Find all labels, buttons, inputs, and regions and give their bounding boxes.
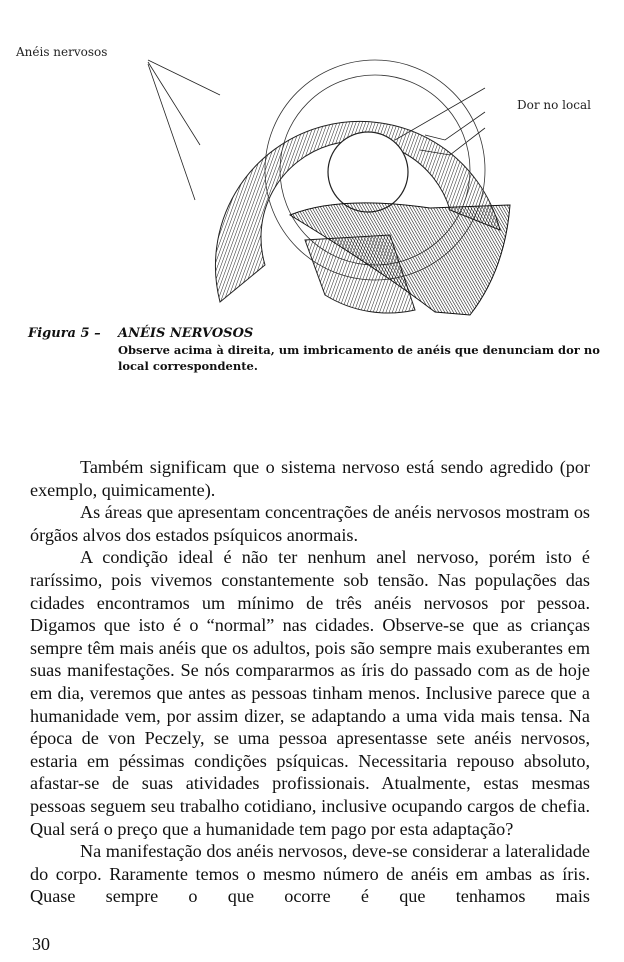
figure-label-dor-no-local: Dor no local	[517, 98, 591, 112]
caption-title: ANÉIS NERVOSOS	[118, 326, 254, 341]
body-text	[30, 456, 590, 908]
paragraph: A condição ideal é não ter nenhum anel nervoso, porém isto é raríssimo, pois vivemos constantemente sob tensão. Nas populações das cidades encontramos um mínimo de três anéis nervosos por pessoa. Digamos que isto é o “normal” nas cidades. Observe-se que as crianças sempre têm mais anéis que os adultos, pois são sempre mais exuberantes em suas manifestações. Se nós compararmos as íris do passado com as de hoje em dia, veremos que antes as pessoas tinham menos. Inclusive parece que a humanidade vem, por assim dizer, se adaptando a uma vida mais tensa. Na época de von Peczely, se uma pessoa apresentasse sete anéis nervosos, estaria em péssimas condições psíquicas. Necessitaria repouso absoluto, afastar-se de suas atividades profissionais. Atualmente, estas mesmas pessoas seguem seu trabalho cotidiano, inclusive ocupando cargos de chefia. Qual será o preço que a humanidade tem pago por esta adaptação?	[30, 547, 590, 839]
figure-caption	[28, 326, 608, 374]
paragraph: Na manifestação dos anéis nervosos, deve-se considerar a lateralidade do corpo. Raramente temos o mesmo número de anéis em ambas as íris. Quase sempre o que ocorre é que tenhamos mais	[30, 841, 590, 907]
iris-rings-illustration	[140, 40, 520, 320]
paragraph: Também significam que o sistema nervoso está sendo agredido (por exemplo, quimicamente).	[30, 457, 590, 500]
pupil	[328, 132, 408, 212]
caption-text: Observe acima à direita, um imbricamento de anéis que denunciam dor no local correspondente.	[118, 343, 600, 373]
page-number: 30	[32, 934, 50, 954]
figure-label-aneis-nervosos: Anéis nervosos	[16, 45, 108, 59]
caption-number: Figura 5 –	[28, 326, 101, 341]
paragraph: As áreas que apresentam concentrações de anéis nervosos mostram os órgãos alvos dos estados psíquicos anormais.	[30, 502, 590, 545]
leader-lines-left	[148, 60, 220, 200]
